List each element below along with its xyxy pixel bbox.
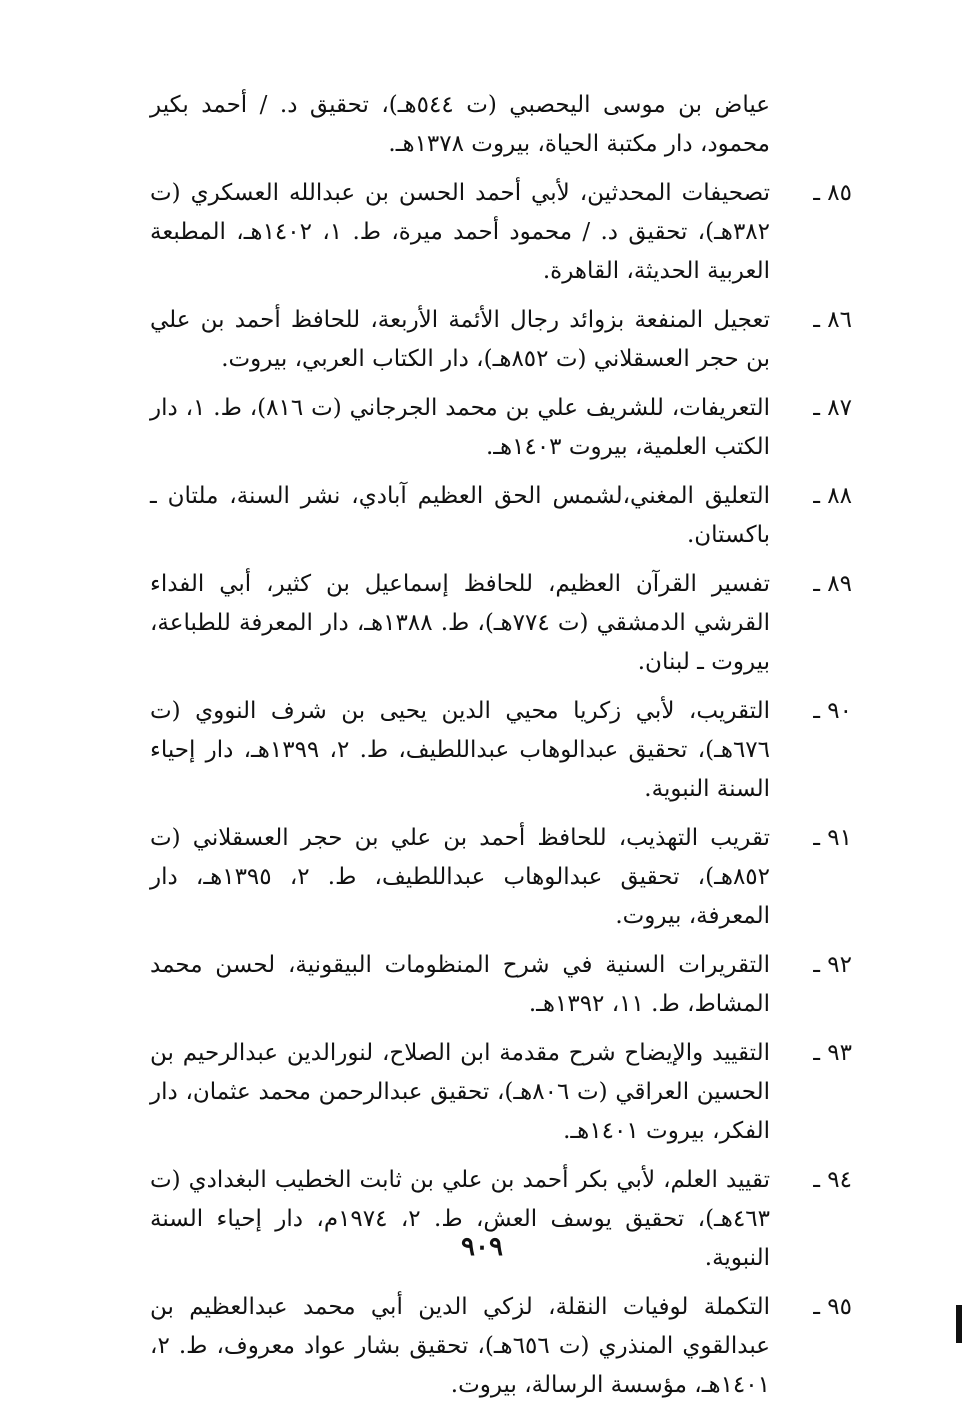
entry-text: التقريرات السنية في شرح المنظومات البيقونية، لحسن محمد المشاط، ط. ١١، ١٣٩٢هـ. (150, 952, 770, 1017)
entry-dash: ـ (813, 698, 820, 724)
entry-number: ٨٦ (827, 307, 852, 333)
entry-dash: ـ (813, 1167, 820, 1193)
entry-dash: ـ (813, 571, 820, 597)
entry-dash: ـ (813, 307, 820, 333)
entry-number: ٨٥ (827, 180, 852, 206)
entry-dash: ـ (813, 395, 820, 421)
entry-number: ٨٨ (827, 483, 852, 509)
entry-text: التعريفات، للشريف علي بن محمد الجرجاني (ت ٨١٦)، ط. ١، دار الكتب العلمية، بيروت ١٤٠٣هـ. (150, 395, 770, 460)
bibliography-entry-86 (150, 301, 852, 379)
bibliography-entry-88 (150, 477, 852, 555)
bibliography-entry-90 (150, 692, 852, 809)
bibliography-entry-95 (150, 1288, 852, 1405)
page-number: ٩٠٩ (461, 1232, 503, 1262)
entry-dash: ـ (813, 825, 820, 851)
entry-dash: ـ (813, 180, 820, 206)
bibliography-entry-92 (150, 946, 852, 1024)
entry-dash: ـ (813, 1294, 820, 1320)
entry-text: تقييد العلم، لأبي بكر أحمد بن علي بن ثابت الخطيب البغدادي (ت ٤٦٣هـ)، تحقيق يوسف العش، ط. ٢، ١٩٧٤م، دار إحياء السنة النبوية. (150, 1167, 770, 1271)
entry-text: التكملة لوفيات النقلة، لزكي الدين أبي محمد عبدالعظيم بن عبدالقوي المنذري (ت ٦٥٦هـ)، تحقيق بشار عواد معروف، ط. ٢، ١٤٠١هـ، مؤسسة الرسالة، بيروت. (150, 1294, 771, 1398)
entry-number: ٩٢ (827, 952, 852, 978)
entry-dash: ـ (813, 952, 820, 978)
entry-number: ٨٧ (827, 395, 852, 421)
entry-text: عياض بن موسى اليحصبي (ت ٥٤٤هـ)، تحقيق د. / أحمد بكير محمود، دار مكتبة الحياة، بيروت ١٣٧٨هـ. (150, 92, 770, 157)
entry-number: ٩٠ (827, 698, 852, 724)
entry-number: ٨٩ (827, 571, 852, 597)
entry-number: ٩٣ (827, 1040, 852, 1066)
page-edge-mark (956, 1305, 962, 1343)
bibliography-entry-85 (150, 174, 852, 291)
entry-text: التعليق المغني،لشمس الحق العظيم آبادي، نشر السنة، ملتان ـ باكستان. (150, 483, 770, 548)
entry-text: تعجيل المنفعة بزوائد رجال الأئمة الأربعة، للحافظ أحمد بن علي بن حجر العسقلاني (ت ٨٥٢هـ)، دار الكتاب العربي، بيروت. (150, 307, 770, 372)
entry-text: التقييد والإيضاح شرح مقدمة ابن الصلاح، لنورالدين عبدالرحيم بن الحسين العراقي (ت ٨٠٦هـ)، تحقيق عبدالرحمن محمد عثمان، دار الفكر، بيروت ١٤٠١هـ. (150, 1040, 771, 1144)
bibliography-entry-91 (150, 819, 852, 936)
entry-text: تفسير القرآن العظيم، للحافظ إسماعيل بن كثير، أبي الفداء القرشي الدمشقي (ت ٧٧٤هـ)، ط. ١٣٨٨هـ، دار المعرفة للطباعة، بيروت ـ لبنان. (150, 571, 771, 675)
entry-number: ٩٤ (827, 1167, 852, 1193)
bibliography-entry-89 (150, 565, 852, 682)
bibliography-entry-continued (150, 86, 852, 164)
entry-text: تقريب التهذيب، للحافظ أحمد بن علي بن حجر العسقلاني (ت ٨٥٢هـ)، تحقيق عبدالوهاب عبداللطيف، ط. ٢، ١٣٩٥هـ، دار المعرفة، بيروت. (150, 825, 771, 929)
entry-text: تصحيفات المحدثين، لأبي أحمد الحسن بن عبدالله العسكري (ت ٣٨٢هـ)، تحقيق د. / محمود أحمد ميرة، ط. ١، ١٤٠٢هـ، المطبعة العربية الحديثة، القاهرة. (150, 180, 771, 284)
entry-dash: ـ (813, 483, 820, 509)
bibliography-entry-87 (150, 389, 852, 467)
bibliography-list (150, 86, 852, 1415)
entry-number: ٩٥ (827, 1294, 852, 1320)
entry-dash: ـ (813, 1040, 820, 1066)
entry-number: ٩١ (827, 825, 852, 851)
entry-text: التقريب، لأبي زكريا محيي الدين يحيى بن شرف النووي (ت ٦٧٦هـ)، تحقيق عبدالوهاب عبداللطيف، ط. ٢، ١٣٩٩هـ، دار إحياء السنة النبوية. (150, 698, 771, 802)
bibliography-entry-93 (150, 1034, 852, 1151)
